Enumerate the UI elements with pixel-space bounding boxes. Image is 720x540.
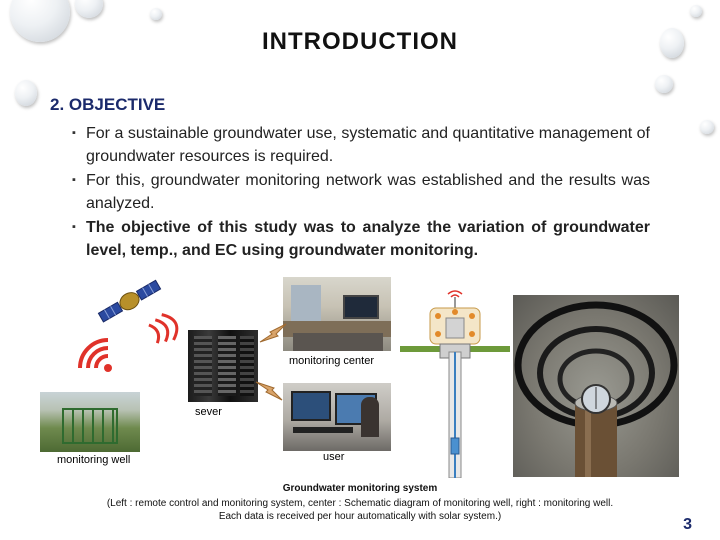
section-heading: 2. OBJECTIVE	[50, 95, 166, 114]
water-drop-decoration	[655, 75, 673, 93]
figure-caption-line: Each data is received per hour automatically with solar system.)	[218, 511, 502, 522]
monitoring-well-field-photo	[40, 392, 140, 452]
server-room-photo	[188, 330, 258, 402]
signal-arrow-icon	[254, 380, 284, 402]
bullet-item: ▪ The objective of this study was to analyze the variation of groundwater level, temp., and EC using groundwater monitoring.	[72, 216, 650, 262]
signal-arrow-icon	[258, 322, 288, 344]
water-drop-decoration	[700, 120, 714, 134]
user-label: user	[323, 451, 345, 463]
wireless-signal-icon	[146, 313, 182, 345]
antenna-icon	[448, 291, 462, 308]
server-label: sever	[195, 406, 222, 418]
water-drop-decoration	[690, 5, 702, 17]
wireless-signal-icon	[76, 332, 120, 380]
monitoring-well-label: monitoring well	[57, 454, 131, 466]
bullet-item: ▪ For this, groundwater monitoring network was established and the results was analyzed.	[72, 169, 650, 215]
monitoring-well-photo	[513, 295, 679, 477]
monitoring-center-photo	[283, 277, 391, 351]
figure-caption-line: (Left : remote control and monitoring system, center : Schematic diagram of monitoring well, right : monitoring well.	[106, 498, 614, 509]
water-drop-decoration	[75, 0, 103, 18]
monitoring-well-schematic	[400, 288, 510, 478]
bullet-item: ▪ For a sustainable groundwater use, systematic and quantitative management of groundwater resources is required.	[72, 122, 650, 168]
figure-caption-title: Groundwater monitoring system	[282, 483, 438, 494]
water-drop-decoration	[150, 8, 162, 20]
bullet-list	[72, 122, 650, 263]
monitoring-center-label: monitoring center	[289, 355, 374, 367]
water-drop-decoration	[15, 80, 37, 106]
page-number: 3	[683, 516, 692, 533]
slide-title: INTRODUCTION	[262, 28, 458, 55]
user-workstation-photo	[283, 383, 391, 451]
